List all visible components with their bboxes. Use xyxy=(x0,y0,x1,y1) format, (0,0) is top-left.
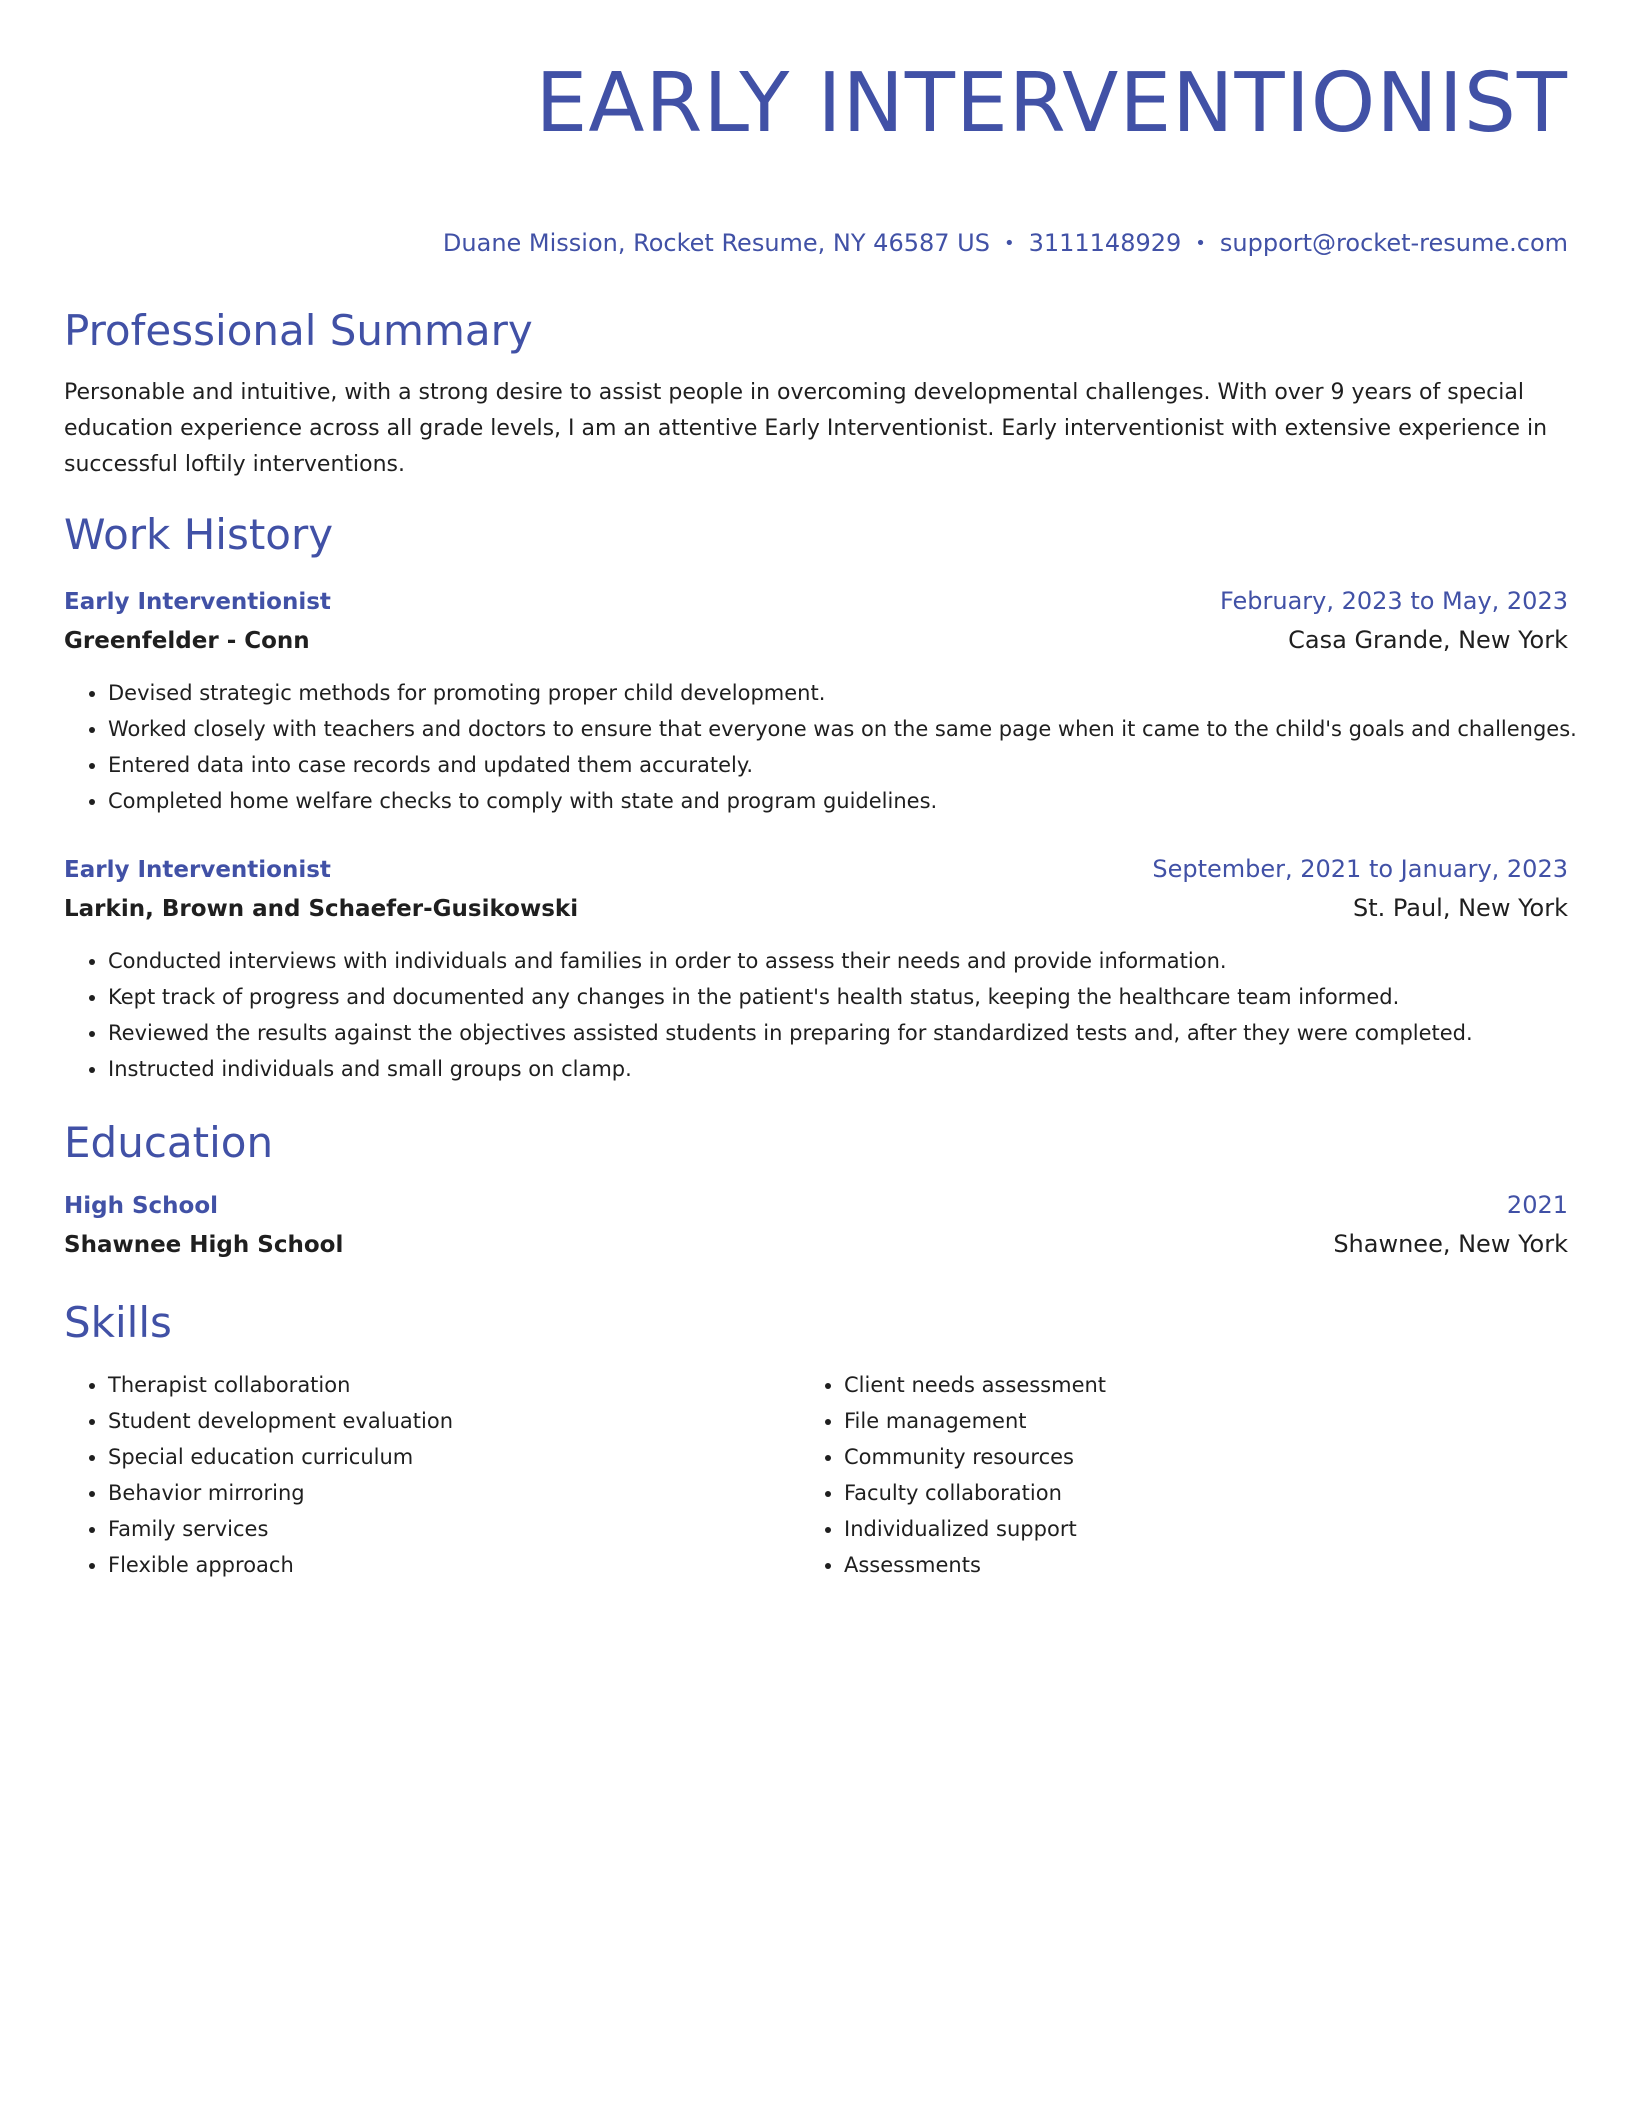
education-school: Shawnee High School xyxy=(64,1232,344,1258)
job-bullets xyxy=(64,675,1577,819)
skill-item: • Therapist collaboration xyxy=(108,1367,800,1403)
skills-column-left xyxy=(64,1367,800,1583)
skill-item: • Student development evaluation xyxy=(108,1403,800,1439)
skill-item: • Special education curriculum xyxy=(108,1439,800,1475)
skills-list xyxy=(64,1367,1568,1583)
skill-item: • Faculty collaboration xyxy=(844,1475,1536,1511)
job-dates: February, 2023 to May, 2023 xyxy=(1220,587,1568,615)
job-entry xyxy=(64,585,1577,819)
job-company: Greenfelder - Conn xyxy=(64,628,310,654)
education-degree: High School xyxy=(64,1193,219,1219)
skills-bullets xyxy=(800,1367,1536,1583)
skills-bullets xyxy=(64,1367,800,1583)
skill-item: • Individualized support xyxy=(844,1511,1536,1547)
skill-item: • File management xyxy=(844,1403,1536,1439)
contact-line xyxy=(64,228,1568,259)
list-item: • Worked closely with teachers and doctors to ensure that everyone was on the same page when it came to the child's goals and challenges. xyxy=(108,711,1568,747)
education-location: Shawnee, New York xyxy=(1333,1230,1568,1258)
skill-item: • Behavior mirroring xyxy=(108,1475,800,1511)
list-item: • Devised strategic methods for promoting proper child development. xyxy=(108,675,1568,711)
job-title: Early Interventionist xyxy=(64,589,331,615)
contact-separator: • xyxy=(1195,233,1206,254)
list-item: • Entered data into case records and updated them accurately. xyxy=(108,747,1568,783)
contact-email: support@rocket-resume.com xyxy=(1219,229,1568,257)
job-title: Early Interventionist xyxy=(64,857,331,883)
education-entry xyxy=(64,1189,1568,1261)
skills-column-right xyxy=(800,1367,1536,1583)
section-heading-education: Education xyxy=(64,1118,274,1167)
list-item: • Conducted interviews with individuals and families in order to assess their needs and provide information. xyxy=(108,943,1568,979)
skill-item: • Client needs assessment xyxy=(844,1367,1536,1403)
job-entry xyxy=(64,853,1568,1087)
job-bullets xyxy=(64,943,1568,1087)
job-location: Casa Grande, New York xyxy=(1288,626,1568,654)
list-item: • Completed home welfare checks to comply with state and program guidelines. xyxy=(108,783,1568,819)
resume-title: EARLY INTERVENTIONIST xyxy=(535,56,1568,151)
list-item: • Kept track of progress and documented any changes in the patient's health status, keeping the healthcare team informed. xyxy=(108,979,1568,1015)
job-company: Larkin, Brown and Schaefer-Gusikowski xyxy=(64,896,579,922)
section-heading-skills: Skills xyxy=(64,1298,172,1347)
skill-item: • Flexible approach xyxy=(108,1547,800,1583)
contact-address: Duane Mission, Rocket Resume, NY 46587 US xyxy=(442,229,990,257)
summary-text: Personable and intuitive, with a strong desire to assist people in overcoming developmental challenges. With over 9 years of special education experience across all grade levels, I am an attentive Early Interventionist. Early interventionist with extensive experience in successful loftily interventions. xyxy=(64,380,1548,477)
skill-item: • Community resources xyxy=(844,1439,1536,1475)
section-heading-work-history: Work History xyxy=(64,510,334,559)
list-item: • Reviewed the results against the objectives assisted students in preparing for standardized tests and, after they were completed. xyxy=(108,1015,1568,1051)
job-location: St. Paul, New York xyxy=(1352,894,1568,922)
skill-item: • Assessments xyxy=(844,1547,1536,1583)
skill-item: • Family services xyxy=(108,1511,800,1547)
section-heading-summary: Professional Summary xyxy=(64,306,533,355)
contact-separator: • xyxy=(1003,233,1015,254)
education-year: 2021 xyxy=(1506,1191,1568,1219)
contact-phone: 3111148929 xyxy=(1028,229,1182,257)
job-dates: September, 2021 to January, 2023 xyxy=(1152,855,1568,883)
list-item: • Instructed individuals and small groups on clamp. xyxy=(108,1051,1568,1087)
